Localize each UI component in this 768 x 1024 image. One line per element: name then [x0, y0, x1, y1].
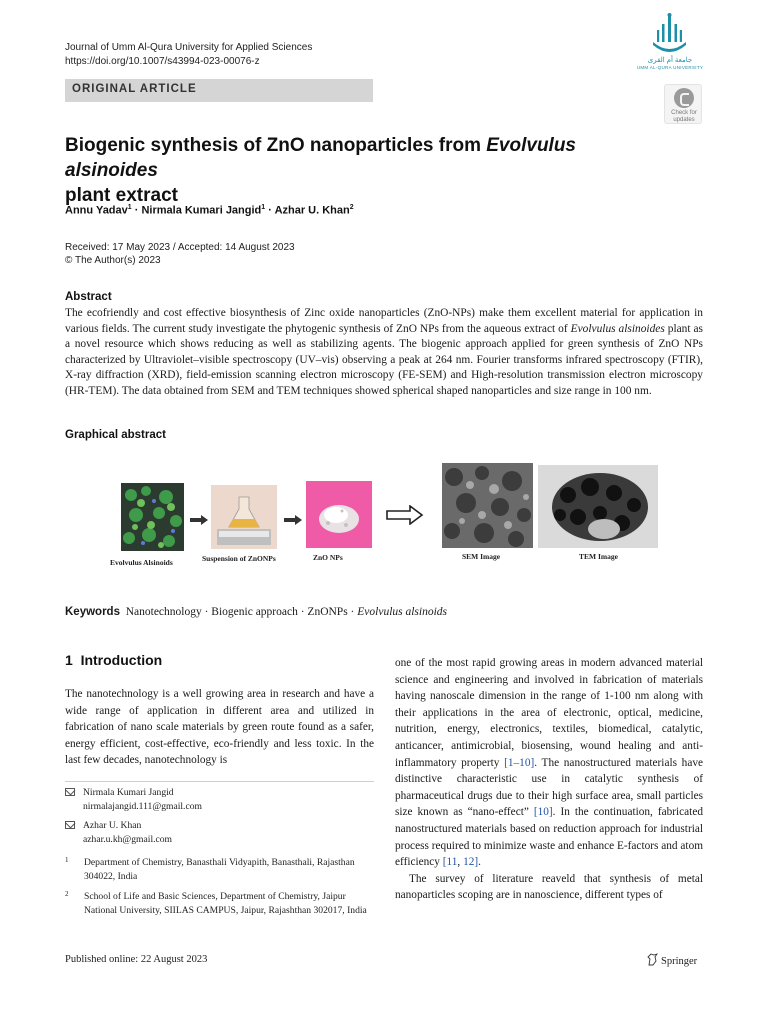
text-span: one of the most rapid growing areas in modern advanced material science and engineering and involved in fabrication of materials having nanoscale dimension in the range of 1-100 nm along with their applications in the area of electronic, optical, medicine, nutrition, energy, electronics, textiles, biomedical, catalytic, anticancer, antimicrobial, biosensing, wound healing and anti-inflammatory property — [395, 657, 703, 769]
keywords-list: Nanotechnology · Biogenic approach · ZnONPs · — [125, 606, 358, 618]
text-span: . The nanostructured materials have distinctive characteristic use in catalytic synthesis of pharmaceutical drugs due to their high surface area, small particles size known as “nano-effect” — [395, 756, 703, 819]
title-part2: plant extract — [65, 185, 178, 206]
citation-link[interactable]: [1–10] — [504, 756, 535, 769]
logo-arabic-text: جامعة أم القرى — [647, 57, 693, 64]
check-updates-line2: updates — [673, 117, 695, 123]
label-plant: Evolvulus Alsinoids — [110, 558, 173, 567]
affiliation-number: 2 — [65, 890, 69, 898]
graphical-abstract-heading: Graphical abstract — [65, 429, 166, 441]
author-name[interactable]: Annu Yadav — [65, 204, 128, 217]
affiliation-text: Department of Chemistry, Banasthali Vidyapith, Banasthali, Rajasthan 304022, India — [84, 857, 355, 882]
suspension-photo — [211, 485, 277, 549]
envelope-icon — [65, 788, 75, 796]
article-type-banner — [65, 79, 373, 102]
author-separator: · — [131, 204, 142, 217]
label-sem: SEM Image — [462, 552, 501, 561]
arrow-icon — [190, 515, 208, 525]
correspondent-name: Azhar U. Khan — [83, 820, 142, 831]
author-name[interactable]: Azhar U. Khan — [274, 204, 350, 217]
citation-link[interactable]: [11 — [442, 856, 458, 869]
author-separator: · — [265, 204, 275, 217]
affiliation-text: School of Life and Basic Sciences, Department of Chemistry, Jaipur National University, SIILAS CAMPUS, Jaipur, Rajashthan 302017, India — [84, 891, 367, 916]
text-span: , — [457, 856, 464, 869]
intro-paragraph-2: The survey of literature reaveld that synthesis of metal nanoparticles scoping are in nanoscience, different types of — [395, 872, 703, 902]
citation-link[interactable]: 12] — [463, 856, 479, 869]
article-dates — [65, 241, 295, 267]
affiliation-number: 1 — [65, 856, 69, 864]
article-title — [65, 133, 665, 208]
publisher-name: Springer — [661, 956, 698, 967]
plant-photo — [121, 483, 184, 551]
keywords — [65, 606, 447, 618]
correspondent-name: Nirmala Kumari Jangid — [83, 787, 174, 798]
title-italic: Evolvulus alsinoides — [65, 135, 576, 181]
article-type: ORIGINAL ARTICLE — [72, 83, 197, 95]
springer-horse-icon — [647, 953, 658, 966]
check-updates-icon — [674, 88, 694, 108]
text-span: . — [478, 856, 481, 869]
abstract-italic: Evolvulus alsinoides — [570, 322, 665, 335]
section-heading — [65, 652, 162, 668]
received-accepted: Received: 17 May 2023 / Accepted: 14 August 2023 — [65, 242, 295, 253]
tem-image — [538, 465, 658, 548]
keywords-italic: Evolvulus alsinoids — [357, 606, 448, 618]
check-for-updates-button[interactable] — [664, 84, 702, 124]
keywords-label: Keywords — [65, 606, 120, 618]
publisher — [647, 953, 697, 967]
arrow-icon — [284, 515, 302, 525]
correspondence-2 — [65, 819, 172, 846]
abstract-text — [65, 306, 703, 400]
author-affiliation: 2 — [349, 204, 354, 211]
author-affiliation: 1 — [261, 204, 266, 211]
sem-image — [442, 463, 533, 548]
journal-name: Journal of Umm Al-Qura University for Applied Sciences — [65, 42, 313, 53]
graphical-abstract-figure — [110, 463, 659, 575]
label-tem: TEM Image — [579, 552, 618, 561]
label-zno: ZnO NPs — [313, 553, 343, 562]
correspondent-email[interactable]: azhar.u.kh@gmail.com — [83, 833, 173, 845]
abstract-heading: Abstract — [65, 291, 112, 303]
abstract-part2: plant as a novel resource which shows reducing as well as stabilizing agents. The biogenic approach applied for green synthesis of ZnO NPs characterized by Ultraviolet–visible spectroscopy (UV–vis) observing a peak at 264 nm. Fourier transforms infrared spectroscopy (FTIR), X-ray diffraction (XRD), field-emission scanning electron microscopy (FE-SEM) and High-resolution transmission electron microscopy (HR-TEM). The data obtained from SEM and TEM techniques showed spherical shaped nanoparticles and size range in 100 nm. — [65, 322, 703, 397]
intro-right-column — [395, 655, 703, 904]
section-title: Introduction — [80, 652, 163, 668]
intro-left-paragraph: The nanotechnology is a well growing area in research and have a wide range of application in different area and utilized in fabrication of nano scale materials by green route found as a safer, energy efficient, cost-effective, eco-friendly and less toxic. In the last few decades, nanotechnology is — [65, 688, 374, 767]
author-list — [65, 204, 354, 217]
correspondence-1 — [65, 786, 202, 813]
label-suspension: Suspension of ZnONPs — [202, 554, 276, 563]
copyright: © The Author(s) 2023 — [65, 255, 161, 266]
footnote-divider — [65, 781, 374, 782]
published-date: Published online: 22 August 2023 — [65, 954, 208, 965]
correspondent-email[interactable]: nirmalajangid.111@gmail.com — [83, 800, 202, 812]
abstract-part1: The ecofriendly and cost effective biosynthesis of Zinc oxide nanoparticles (ZnO-NPs) make them excellent material for application in various fields. The current study investigate the phytogenic synthesis of ZnO NPs from the aqueous extract of — [65, 307, 703, 335]
envelope-icon — [65, 821, 75, 829]
doi-link[interactable]: https://doi.org/10.1007/s43994-023-00076-z — [65, 56, 260, 67]
university-logo — [634, 12, 706, 74]
zno-powder-photo — [306, 481, 372, 548]
title-part1: Biogenic synthesis of ZnO nanoparticles from — [65, 135, 487, 156]
hollow-arrow-icon — [386, 505, 424, 525]
check-updates-line1: Check for — [671, 110, 697, 116]
text-span: . In the continuation, fabricated nanostructured materials based on reduction approach for industrial process required to minimize waste and enhance E-factors and atom efficiency — [395, 806, 703, 869]
logo-english-text: UMM AL-QURA UNIVERSITY — [636, 65, 704, 70]
section-number: 1 — [65, 652, 73, 668]
author-affiliation: 1 — [127, 204, 132, 211]
citation-link[interactable]: [10] — [533, 806, 553, 819]
author-name[interactable]: Nirmala Kumari Jangid — [141, 204, 262, 217]
intro-paragraph — [395, 655, 703, 871]
